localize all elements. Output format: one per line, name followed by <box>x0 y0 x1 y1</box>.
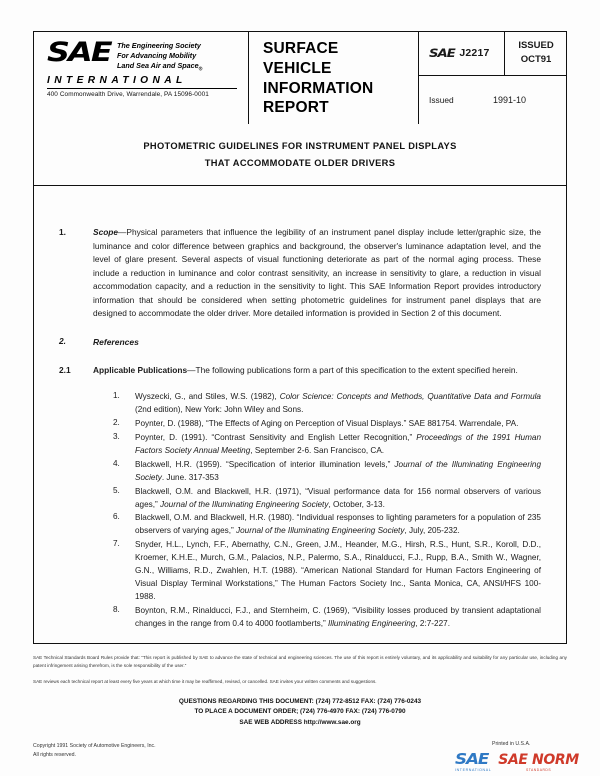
issued-date-row <box>419 76 567 124</box>
reference-item <box>113 605 541 631</box>
copyright-line-2: All rights reserved. <box>33 751 76 758</box>
issued-stamp-line-1: ISSUED <box>518 40 554 52</box>
issued-date-value: 1991-10 <box>493 95 527 105</box>
reference-text <box>135 486 541 512</box>
clause-references-number: 2. <box>59 336 66 347</box>
clause-applicable-number: 2.1 <box>59 364 71 375</box>
reference-text-run: Poynter, D. (1988), “The Effects of Aging on Perception of Visual Displays.” SAE 881754. Warrendale, PA. <box>135 418 519 428</box>
sae-norm-watermark-subtext: STANDARDS <box>525 767 552 772</box>
reference-item <box>113 459 541 485</box>
reference-number: 6. <box>113 512 120 522</box>
copyright-notice <box>33 742 156 760</box>
footer-contact-questions: QUESTIONS REGARDING THIS DOCUMENT: (724) 772-8512 FAX: (724) 776-0243 <box>178 697 422 705</box>
masthead-right <box>419 31 567 124</box>
doc-type-line-2: VEHICLE <box>263 59 332 77</box>
reference-text-run: , July, 205-232. <box>404 526 460 536</box>
reference-number: 8. <box>113 605 120 615</box>
document-number-cell <box>419 31 505 75</box>
document-type-title <box>249 31 419 124</box>
reference-text-run: Blackwell, O.M. and Blackwell, H.R. (1980). “Individual responses to lighting parameters for a population of 235 observers of varying ages,” <box>135 513 541 536</box>
clause-references <box>59 336 541 350</box>
reference-text <box>135 512 541 538</box>
reference-text <box>135 418 541 431</box>
reference-text-run: (2nd edition), New York: John Wiley and Sons. <box>135 404 304 414</box>
footer-contact-orders: TO PLACE A DOCUMENT ORDER; (724) 776-4970 FAX: (724) 776-0790 <box>194 708 406 716</box>
masthead <box>33 31 567 124</box>
reference-text-run: Poynter, D. (1991). “Contrast Sensitivity and English Letter Recognition,” <box>135 432 417 442</box>
sae-tagline-line-3: Land Sea Air and Space$_®$ <box>117 61 203 73</box>
sae-international-watermark <box>455 752 491 772</box>
clause-scope-text <box>93 226 541 321</box>
clause-references-heading: References <box>93 336 139 347</box>
reference-number: 1. <box>113 390 120 400</box>
reference-text-run: , October, 3-13. <box>328 499 385 509</box>
reference-number: 4. <box>113 458 120 468</box>
reference-title-italic: Journal of the Illuminating Engineering Society <box>135 459 541 482</box>
issued-stamp <box>505 31 567 75</box>
sae-logo <box>47 37 248 74</box>
doc-type-line-4: REPORT <box>263 99 329 117</box>
reference-item <box>113 432 541 458</box>
reference-number: 7. <box>113 539 120 549</box>
sae-international-text: INTERNATIONAL <box>47 75 237 89</box>
registered-mark-icon: ® <box>198 66 203 73</box>
reference-text-run: Boynton, R.M., Rinalducci, F.J., and Sternheim, C. (1969), “Visibility losses produced by transient adaptational changes in the range from 0.4 to 4000 footlamberts,” <box>135 606 541 629</box>
clause-references-heading-wrap <box>93 336 541 350</box>
page-title-line-1: PHOTOMETRIC GUIDELINES FOR INSTRUMENT PANEL DISPLAYS <box>143 141 457 152</box>
sae-watermark-subtext: INTERNATIONAL <box>455 768 492 772</box>
sae-norm-watermark <box>498 753 579 772</box>
reference-text <box>135 539 541 604</box>
clause-scope <box>59 226 541 321</box>
clause-applicable-text <box>93 364 541 378</box>
sae-logo-block <box>33 31 249 124</box>
reference-title-italic: Journal of the Illuminating Engineering Society <box>160 499 329 509</box>
sae-norm-watermark-text: SAE NORM <box>498 751 579 768</box>
clause-scope-body: —Physical parameters that influence the legibility of an instrument panel display include letter/graphic size, the luminance and color difference between graphics and background, the observer's luminance adaptation level, and the level of glare present. Several aspects of visual functioning deteriorate as part of the normal aging process. These include a reduction in luminance and color contrast sensitivity, an increase in sensitivity to glare, a reduction in visual accommodation capacity, and a reduction in the sensitivity to light. This SAE Information Report provides introductory information that should be considered when setting photometric guidelines for instrument panel displays that are designed to accommodate the older driver. More detailed information is provided in Section 2 of this document. <box>93 227 541 319</box>
sae-mark-small: SAE <box>429 46 455 60</box>
reference-item <box>113 512 541 538</box>
footer <box>33 654 567 728</box>
reference-text <box>135 459 541 485</box>
clause-scope-number: 1. <box>59 226 66 237</box>
reference-number: 3. <box>113 431 120 441</box>
reference-number: 5. <box>113 485 120 495</box>
reference-item <box>113 486 541 512</box>
doc-type-line-3: INFORMATION <box>263 79 374 97</box>
clause-applicable-publications <box>59 364 541 378</box>
reference-item <box>113 418 541 431</box>
reference-title-italic: Journal of the Illuminating Engineering Society <box>236 526 405 536</box>
footer-contact <box>33 697 567 728</box>
references-list <box>59 391 541 631</box>
reference-text-run: , September 2-6. San Francisco, CA. <box>250 445 385 455</box>
sae-wordmark-text: SAE <box>47 37 111 68</box>
footer-review-notice: SAE reviews each technical report at least every five years at which time it may be reaffirmed, revised, or cancelled. SAE invites your written comments and suggestions. <box>33 679 377 685</box>
reference-text-run: Snyder, H.L., Lynch, F.F., Abernathy, C.N., Green, J.M., Heander, M.G., Hirsh, R.S., Hunt, S.R., Koroll, D.D., Kroemer, K.H.E., Murch, G.M., Palacios, N.P., Palermo, S.A., Rinalducci, F.J., Rupp, B.A., Smith W., Wagner, G.N., Williams, R.D., Zwahlen, H.T. (1988). “American National Standard for Human Factors Engineering of Visual Display Terminal Workstations,” The Human Factors Society Inc., Santa Monica, CA, ANSI/HFS 100-1988. <box>135 540 541 602</box>
reference-number: 2. <box>113 417 120 427</box>
reference-text <box>135 605 541 631</box>
reference-text-run: . June. 317-353 <box>161 472 219 482</box>
sae-tagline-line-1: The Engineering Society <box>117 41 201 50</box>
sae-tagline <box>117 40 202 74</box>
reference-text-run: Wyszecki, G., and Stiles, W.S. (1982), <box>135 391 280 401</box>
reference-text <box>135 391 541 417</box>
footer-disclaimer: SAE Technical Standards Board Rules provide that: “This report is published by SAE to advance the state of technical and engineering sciences. The use of this report is entirely voluntary, and its applicability and suitability for any particular use, including any patent infringement arising therefrom, is the sole responsibility of the user.” <box>33 655 567 669</box>
document-number: J2217 <box>459 47 490 59</box>
page-title-line-2: THAT ACCOMMODATE OLDER DRIVERS <box>204 157 396 168</box>
reference-text-run: , 2:7-227. <box>415 619 450 629</box>
clause-applicable-lead: Applicable Publications <box>93 365 188 376</box>
document-title <box>33 124 567 186</box>
issued-stamp-line-2: OCT91 <box>520 54 552 65</box>
clause-scope-lead: Scope <box>93 227 119 237</box>
sae-address: 400 Commonwealth Drive, Warrendale, PA 15096-0001 <box>47 91 209 99</box>
reference-text-run: Blackwell, O.M. and Blackwell, H.R. (1971), “Visual performance data for 156 normal observers of various ages,” <box>135 486 541 509</box>
masthead-number-row <box>419 31 567 76</box>
document-body <box>33 186 567 644</box>
reference-text <box>135 432 541 458</box>
sae-tagline-line-2: For Advancing Mobility <box>117 51 197 61</box>
reference-title-italic: Color Science: Concepts and Methods, Quantitative Data and Formula <box>279 391 541 401</box>
reference-item <box>113 539 541 604</box>
reference-text-run: Blackwell, H.R. (1959). “Specification of interior illumination levels,” <box>135 459 395 469</box>
footer-watermark-logos <box>455 749 595 775</box>
issued-label: Issued <box>429 95 454 105</box>
reference-item <box>113 391 541 417</box>
footer-contact-web[interactable]: SAE WEB ADDRESS http://www.sae.org <box>239 718 361 726</box>
sae-watermark-text: SAE <box>455 750 489 768</box>
clause-applicable-body: —The following publications form a part of this specification to the extent specified herein. <box>187 365 518 376</box>
copyright-line-1: Copyright 1991 Society of Automotive Engineers, Inc. <box>33 743 156 749</box>
doc-type-line-1: SURFACE <box>263 40 339 57</box>
reference-title-italic: Illuminating Engineering <box>327 619 416 629</box>
reference-title-italic: Proceedings of the 1991 Human Factors Society Annual Meeting <box>135 432 542 455</box>
printed-in-notice: Printed in U.S.A. <box>492 741 531 747</box>
